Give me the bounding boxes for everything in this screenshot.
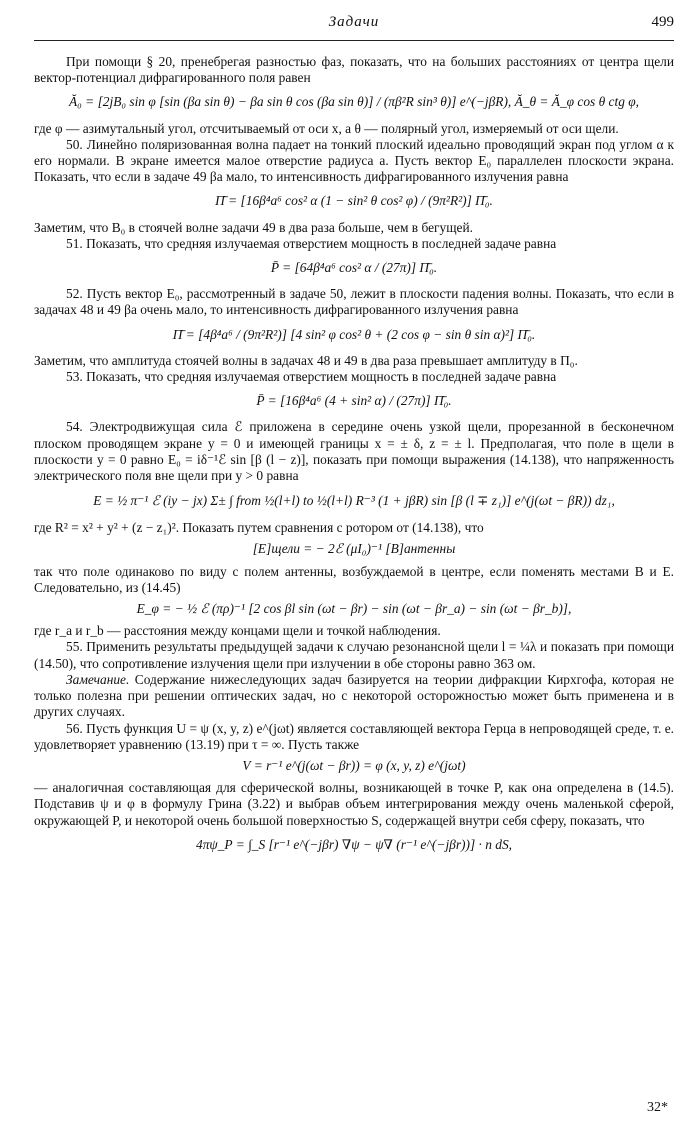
note-text: Содержание нижеследующих задач базируется на теории дифракции Кирхгофа, которая не только полезна при решении оптических задач, но с некоторой осторожностью может быть применена и в других случаях. [34,671,674,720]
problem-54-mid: где R² = x² + y² + (z − z₁)². Показать путем сравнения с ротором от (14.138), что [34,520,484,536]
note-paragraph [34,672,674,721]
note-label: Замечание. [66,671,130,687]
problem-56-tail: — аналогичная составляющая для сферической волны, возникающей в точке P, как она определена в (14.5). Подставив ψ и φ в формулу Грина (3.22) и выбрав объем интегрирования между очень маленькой сферой, окружающей P, и некоторой очень большой поверхностью S, содержащей внутри себя сферу, показать, что [34,780,674,828]
page-body [34,54,674,863]
equation-54-2: [E]щели = − 2ℰ (μI₀)⁻¹ [B]антенны [252,541,456,557]
header-rule [34,40,674,41]
page [34,0,674,1132]
equation-50: Π̄ = [16β⁴a⁶ cos² α (1 − sin² θ cos² φ) / (9π²R²)] Π̄₀. [215,193,493,209]
problem-49-text: При помощи § 20, пренебрегая разностью фаз, показать, что на больших расстояниях от центра щели вектор-потенциал дифрагированного поля равен [34,54,674,86]
problem-50-text: 50. Линейно поляризованная волна падает на тонкий плоский идеально проводящий экран под углом α к его нормали. В экране имеется малое отверстие радиуса a. Пусть вектор E₀ параллелен плоскости экрана. Показать, что если в задаче 49 βa мало, то интенсивность дифрагированного излучения равна [34,136,674,185]
equation-54: E = ½ π⁻¹ ℰ (iy − jx) Σ± ∫ from ½(l+l) to ½(l+l) R⁻³ (1 + jβR) sin [β (l ∓ z₁)] e^(j(ωt − βR)) dz₁, [93,493,615,509]
problem-52-tail: Заметим, что амплитуда стоячей волны в задачах 48 и 49 в два раза превышает амплитуду в Π₀. [34,352,578,368]
equation-52: Π̄ = [4β⁴a⁶ / (9π²R²)] [4 sin² φ cos² θ + (2 cos φ − sin θ sin α)²] Π̄₀. [172,326,536,342]
equation-56: V = r⁻¹ e^(j(ωt − βr)) = φ (x, y, z) e^(jωt) [242,757,466,773]
problem-55-text: 55. Применить результаты предыдущей задачи к случаю резонансной щели l = ¼λ и показать при помощи (14.50), что сопротивление излучения щели при излучении в обе стороны равно 363 ом. [34,639,674,671]
page-number: 499 [651,14,674,30]
problem-56-text: 56. Пусть функция U = ψ (x, y, z) e^(jωt) является составляющей вектора Герца в непроводящей среде, т. е. удовлетворяет уравнению (13.19) при τ = ∞. Пусть также [34,720,674,752]
problem-53-text: 53. Показать, что средняя излучаемая отверстием мощность в последней задаче равна [66,369,557,385]
equation-49: Ă₀ = [2jB₀ sin φ [sin (βa sin θ) − βa sin θ cos (βa sin θ)] / (πβ²R sin³ θ)] e^(−jβR), Ă_θ = Ă_φ cos θ ctg φ, [69,94,639,110]
equation-54-3: E_φ = − ½ ℰ (πρ)⁻¹ [2 cos βl sin (ωt − βr) − sin (ωt − βr_a) − sin (ωt − βr_b)], [136,601,572,617]
page-header [34,14,674,36]
problem-49-tail: где φ — азимутальный угол, отсчитываемый от оси x, а θ — полярный угол, измеряемый от оси щели. [34,120,619,136]
equation-51: P̄ = [64β⁴a⁶ cos² α / (27π)] Π̄₀. [270,260,438,276]
problem-50-tail: Заметим, что B₀ в стоячей волне задачи 49 в два раза больше, чем в бегущей. [34,219,473,235]
running-title: Задачи [328,14,380,30]
problem-52-text: 52. Пусть вектор E₀, рассмотренный в задаче 50, лежит в плоскости падения волны. Показать, что если в задачах 48 и 49 βa очень мало, то интенсивность дифрагированного излучения равна [34,286,674,318]
signature-mark: 32* [647,1100,668,1115]
equation-53: P̄ = [16β⁴a⁶ (4 + sin² α) / (27π)] Π̄₀. [256,393,452,409]
problem-54-text: 54. Электродвижущая сила ℰ приложена в середине очень узкой щели, прорезанной в бесконечном плоском проводящем экране y = 0 и имеющей границы x = ± δ, z = ± l. Предполагая, что поле в щели в плоскости y = 0 равно E₀ = iδ⁻¹ℰ sin [β (l − z)], показать при помощи выражения (14.138), что напряженность электрического поля вне щели при y > 0 равна [34,419,674,484]
problem-54-tail: так что поле одинаково по виду с полем антенны, возбуждаемой в центре, если поменять местами B и E. Следовательно, из (14.45) [34,563,674,595]
problem-54-end: где r_a и r_b — расстояния между концами щели и точкой наблюдения. [34,623,441,639]
equation-56-2: 4πψ_P = ∫_S [r⁻¹ e^(−jβr) ∇ψ − ψ∇ (r⁻¹ e^(−jβr))] · n dS, [196,836,512,852]
problem-51-text: 51. Показать, что средняя излучаемая отверстием мощность в последней задаче равна [66,235,557,251]
